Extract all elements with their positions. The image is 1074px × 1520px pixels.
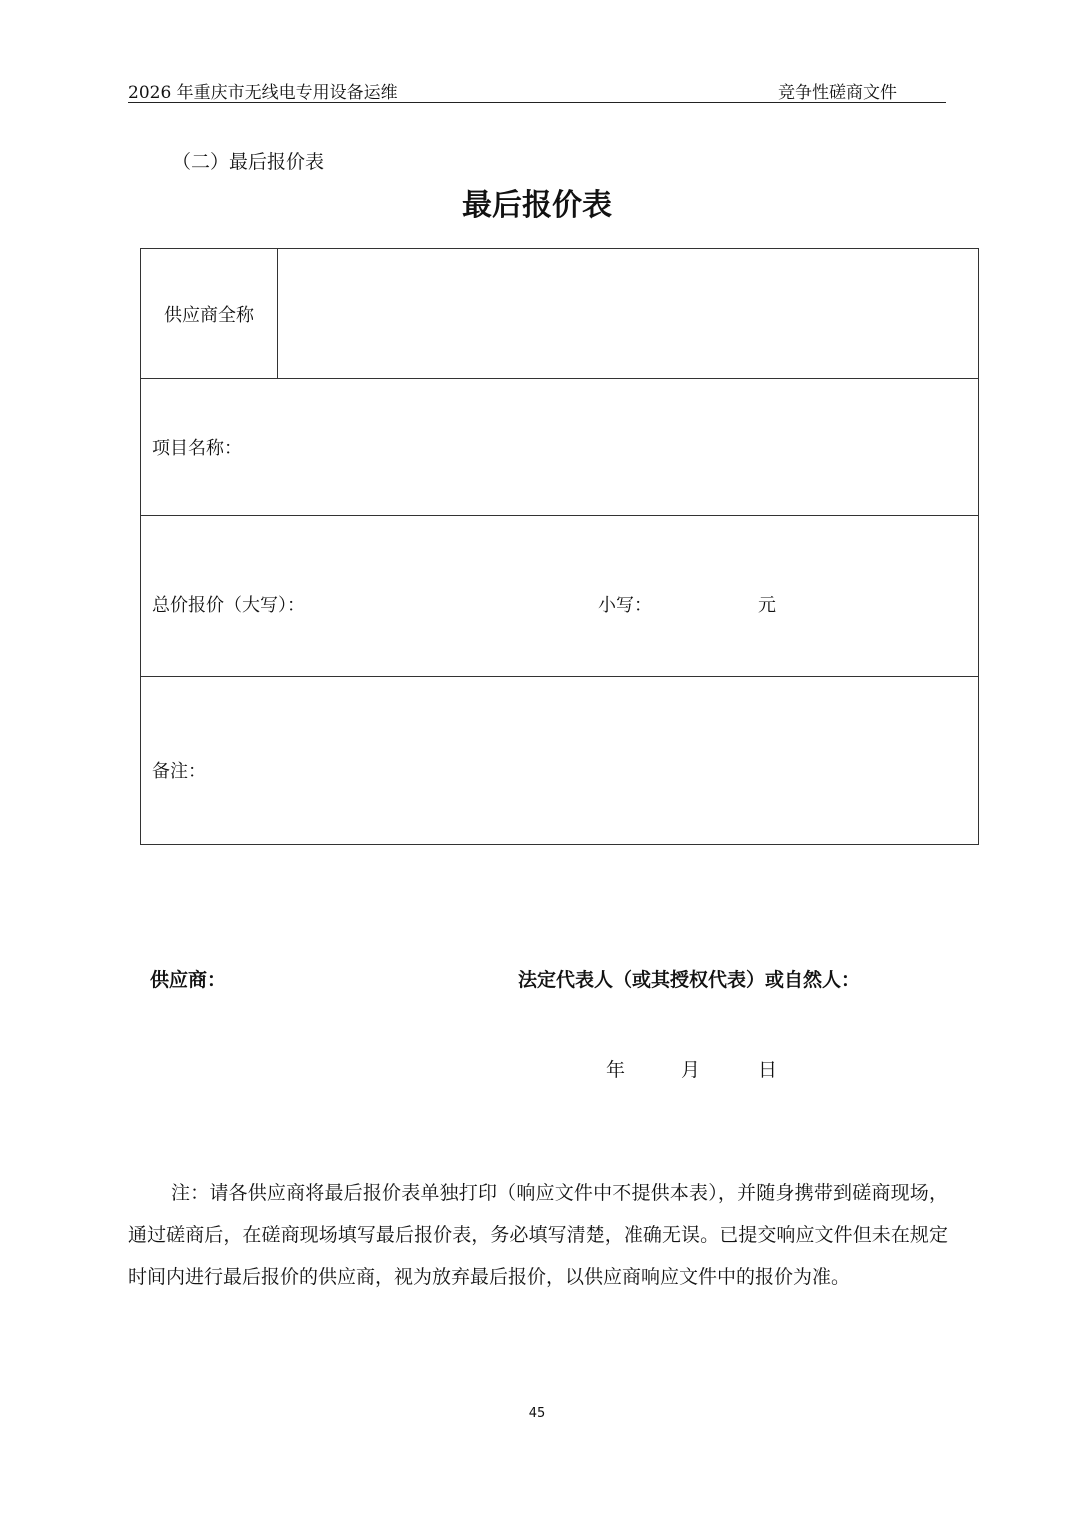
currency-unit: 元 <box>758 595 776 616</box>
date-month: 月 <box>681 1059 701 1081</box>
page-number: 45 <box>528 1406 546 1421</box>
section-label: （二）最后报价表 <box>172 151 325 173</box>
supplier-full-name-field[interactable] <box>278 249 979 379</box>
note-paragraph: 注：请各供应商将最后报价表单独打印（响应文件中不提供本表），并随身携带到磋商现场，通过磋商后，在磋商现场填写最后报价表，务必填写清楚，准确无误。已提交响应文件但未在规定时间内进行最后报价的供应商，视为放弃最后报价，以供应商响应文件中的报价为准。 <box>128 1182 948 1288</box>
total-price-uppercase-label: 总价报价（大写）： <box>152 595 305 616</box>
table-row-project <box>141 379 979 516</box>
supplier-full-name-label: 供应商全称 <box>141 249 278 379</box>
date-day: 日 <box>758 1059 778 1081</box>
table-row-remarks <box>141 677 979 845</box>
table-row-total-price <box>141 516 979 677</box>
header-doc-type: 竞争性磋商文件 <box>778 83 897 103</box>
total-price-lowercase-label: 小写： <box>598 595 652 616</box>
header-divider <box>128 102 946 103</box>
total-price-field[interactable] <box>141 516 979 677</box>
table-row-supplier <box>141 249 979 379</box>
representative-signature-label: 法定代表人（或其授权代表）或自然人： <box>518 969 861 991</box>
remarks-field[interactable] <box>141 677 979 845</box>
supplier-signature-label: 供应商： <box>150 969 227 991</box>
project-name-label: 项目名称： <box>152 438 242 459</box>
final-quote-table <box>140 248 979 845</box>
date-year: 年 <box>606 1059 626 1081</box>
project-name-field[interactable] <box>141 379 979 516</box>
remarks-label: 备注： <box>152 761 206 782</box>
page-title: 最后报价表 <box>462 188 612 223</box>
header-project-title: 2026 年重庆市无线电专用设备运维 <box>128 83 398 103</box>
